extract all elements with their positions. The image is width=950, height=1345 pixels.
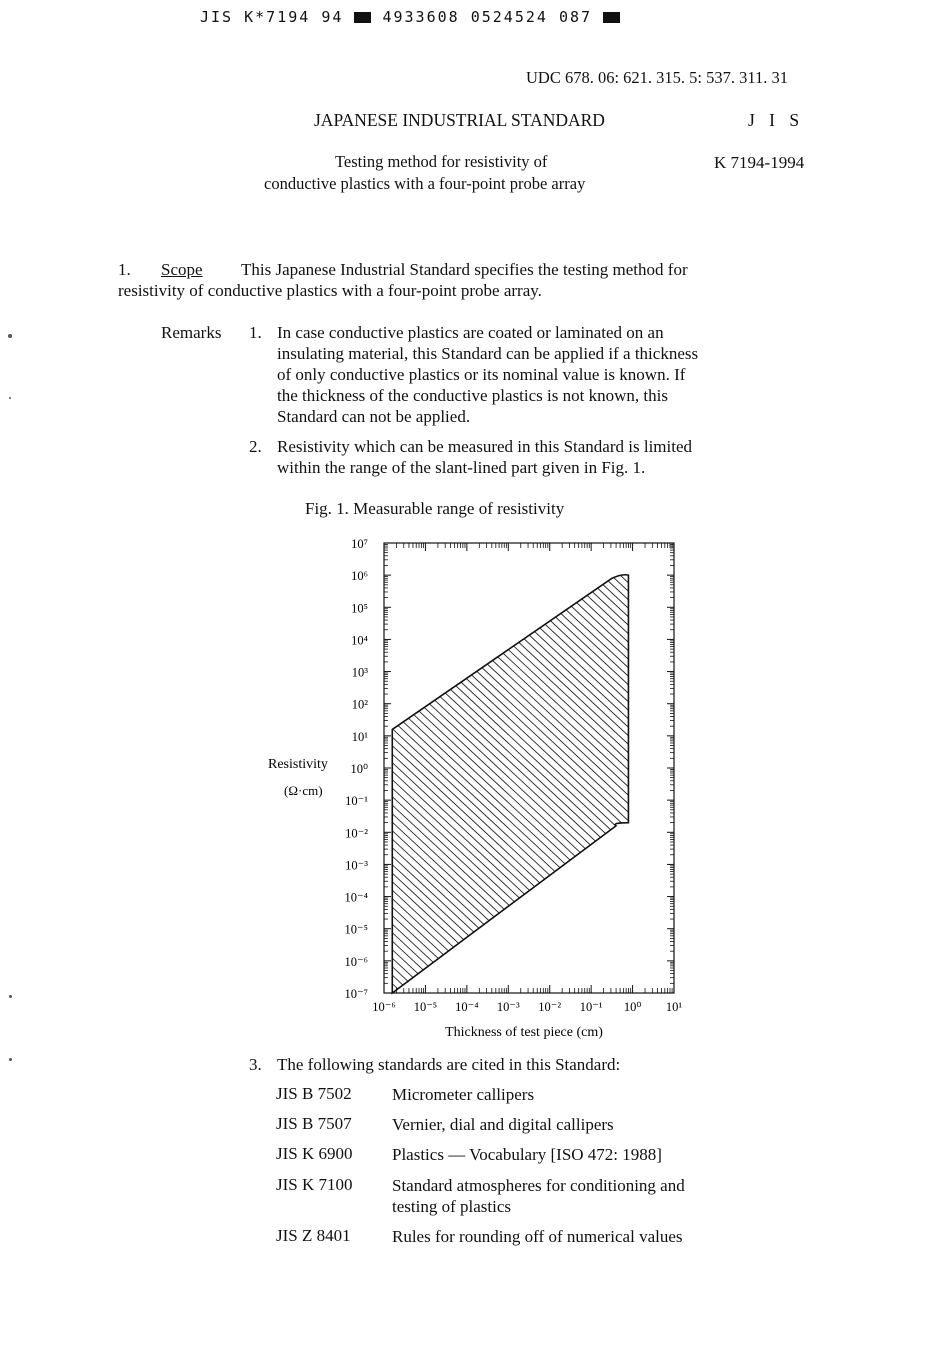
x-tick-label: 10⁻¹ <box>579 1000 603 1014</box>
hatch-line <box>384 534 674 804</box>
hatch-line <box>384 528 674 608</box>
hatch-line <box>384 528 674 532</box>
hatch-line <box>384 611 674 881</box>
x-axis-title: Thickness of test piece (cm) <box>445 1025 603 1040</box>
cited-standard-title: Micrometer callipers <box>392 1085 535 1104</box>
hatch-line <box>384 528 674 727</box>
cited-standard-code: JIS K 6900 <box>276 1144 353 1163</box>
hatch-line <box>384 528 674 710</box>
x-tick-label: 10⁻⁶ <box>372 1000 396 1014</box>
cited-standard-title: Standard atmospheres for conditioning and <box>392 1176 685 1195</box>
y-tick-label: 10⁰ <box>350 762 368 776</box>
scope-heading: Scope <box>161 260 203 279</box>
x-tick-label: 10¹ <box>665 1000 683 1014</box>
x-tick-label: 10⁻³ <box>496 1000 520 1014</box>
hatch-line <box>384 528 674 600</box>
hatch-line <box>384 528 674 540</box>
hatch-line <box>384 653 674 923</box>
cited-standard-title: Vernier, dial and digital callipers <box>392 1115 614 1134</box>
cited-standard-code: JIS Z 8401 <box>276 1226 351 1245</box>
y-axis-title: Resistivity <box>268 757 328 772</box>
slant-line-hatching <box>384 528 674 1048</box>
hatch-line <box>384 528 674 676</box>
hatch-line <box>384 560 674 830</box>
y-tick-label: 10⁷ <box>351 537 368 551</box>
scan-speck <box>8 334 12 338</box>
y-tick-label: 10⁻² <box>345 826 368 841</box>
hatch-line <box>384 823 674 1048</box>
x-tick-label: 10⁻⁴ <box>455 1000 479 1014</box>
x-tick-label: 10⁻⁵ <box>413 1000 438 1014</box>
x-tick-label: 10⁰ <box>623 1000 642 1014</box>
black-block-icon <box>603 12 620 23</box>
hatch-line <box>384 551 674 821</box>
scan-speck <box>9 1058 12 1061</box>
hatch-line <box>384 528 674 574</box>
hatch-line <box>384 730 674 1000</box>
remark-1-line: In case conductive plastics are coated or laminated on an <box>277 323 664 342</box>
remark-1-line: insulating material, this Standard can be applied if a thickness <box>277 344 699 363</box>
hatch-line <box>384 747 674 1017</box>
y-axis-unit: (Ω·cm) <box>284 783 323 798</box>
hatch-line <box>384 636 674 906</box>
y-tick-label: 10⁻³ <box>345 858 368 873</box>
code-mid: 4933608 0524524 087 <box>382 8 593 26</box>
udc-number: UDC 678. 06: 621. 315. 5: 537. 311. 31 <box>526 68 789 87</box>
resistivity-range-chart <box>262 528 702 1048</box>
hatch-line <box>384 528 674 787</box>
black-block-icon <box>354 12 371 23</box>
hatch-line <box>384 602 674 872</box>
remark-1-line: of only conductive plastics or its nominal value is known. If <box>277 365 686 384</box>
y-tick-label: 10³ <box>351 665 368 680</box>
hatch-line <box>384 528 674 591</box>
hatch-line <box>384 528 674 617</box>
remark-2-number: 2. <box>249 437 262 456</box>
remark-2-line: Resistivity which can be measured in this Standard is limited <box>277 437 693 456</box>
remark-1-line: Standard can not be applied. <box>277 407 471 426</box>
cited-standard-title: Plastics — Vocabulary [ISO 472: 1988] <box>392 1145 662 1164</box>
hatch-line <box>384 528 674 702</box>
remark-2-line: within the range of the slant-lined part given in Fig. 1. <box>277 458 646 477</box>
hatch-line <box>384 1044 674 1048</box>
hatch-line <box>384 704 674 974</box>
hatch-line <box>384 687 674 957</box>
remark-1-number: 1. <box>249 323 262 342</box>
x-tick-label: 10⁻² <box>538 1000 562 1014</box>
cited-standard-title: Rules for rounding off of numerical values <box>392 1227 683 1246</box>
y-tick-label: 10² <box>351 697 368 712</box>
y-tick-label: 10¹ <box>351 729 368 744</box>
remark-1-line: the thickness of the conductive plastics is not known, this <box>277 386 668 405</box>
x-axis-tick-labels <box>372 1000 682 1014</box>
hatch-line <box>384 528 674 761</box>
cited-standard-code: JIS B 7502 <box>276 1084 352 1103</box>
hatch-line <box>384 528 674 668</box>
y-tick-label: 10⁴ <box>351 633 368 648</box>
figure-caption: Fig. 1. Measurable range of resistivity <box>305 499 565 518</box>
hatch-line <box>384 543 674 813</box>
hatch-line <box>384 528 674 778</box>
hatch-line <box>384 840 674 1048</box>
hatch-line <box>384 585 674 855</box>
cited-standard-code: JIS K 7100 <box>276 1175 353 1194</box>
hatch-line <box>384 628 674 898</box>
measurable-range-region <box>392 575 628 993</box>
scope-text-line-2: resistivity of conductive plastics with a four-point probe array. <box>118 281 542 300</box>
hatch-line <box>384 874 674 1048</box>
document-title-line-1: Testing method for resistivity of <box>335 152 548 171</box>
document-title-line-2: conductive plastics with a four-point probe array <box>264 174 586 193</box>
hatch-line <box>384 645 674 915</box>
y-tick-label: 10⁻¹ <box>345 794 368 809</box>
scope-section-number: 1. <box>118 260 131 279</box>
y-tick-label: 10⁻⁴ <box>344 890 368 905</box>
y-tick-label: 10⁵ <box>351 601 368 616</box>
hatch-line <box>384 594 674 864</box>
hatch-line <box>384 670 674 940</box>
hatch-line <box>384 528 674 719</box>
scan-speck <box>9 397 11 399</box>
hatch-line <box>384 721 674 991</box>
remark-3-line: The following standards are cited in this Standard: <box>277 1055 621 1074</box>
cited-standard-title-cont: testing of plastics <box>392 1197 511 1216</box>
hatch-line <box>384 696 674 966</box>
hatch-line <box>384 528 674 795</box>
axis-ticks <box>384 543 674 993</box>
hatch-line <box>384 713 674 983</box>
y-tick-label: 10⁻⁷ <box>344 987 368 1001</box>
scope-text-line-1: This Japanese Industrial Standard specifies the testing method for <box>241 260 688 279</box>
hatch-line <box>384 528 674 583</box>
y-tick-label: 10⁻⁶ <box>344 954 368 969</box>
cited-standard-code: JIS B 7507 <box>276 1114 352 1133</box>
hatch-line <box>384 577 674 847</box>
code-prefix: JIS K*7194 94 <box>200 8 344 26</box>
standard-organization: JAPANESE INDUSTRIAL STANDARD <box>314 110 605 130</box>
jis-mark: J I S <box>748 110 805 130</box>
scan-speck <box>9 995 12 998</box>
hatch-line <box>384 619 674 889</box>
hatch-line <box>384 755 674 1025</box>
remarks-label: Remarks <box>161 323 222 342</box>
hatch-line <box>384 679 674 949</box>
plot-frame <box>384 543 674 993</box>
hatch-line <box>384 528 674 770</box>
y-axis-tick-labels <box>345 537 369 1001</box>
y-tick-label: 10⁻⁵ <box>344 922 368 937</box>
hatch-line <box>384 568 674 838</box>
document-code-line <box>200 8 620 26</box>
hatch-line <box>384 857 674 1048</box>
standard-number: K 7194-1994 <box>714 153 805 172</box>
remark-3-number: 3. <box>249 1055 262 1074</box>
y-tick-label: 10⁶ <box>351 569 368 584</box>
hatch-line <box>384 528 674 685</box>
